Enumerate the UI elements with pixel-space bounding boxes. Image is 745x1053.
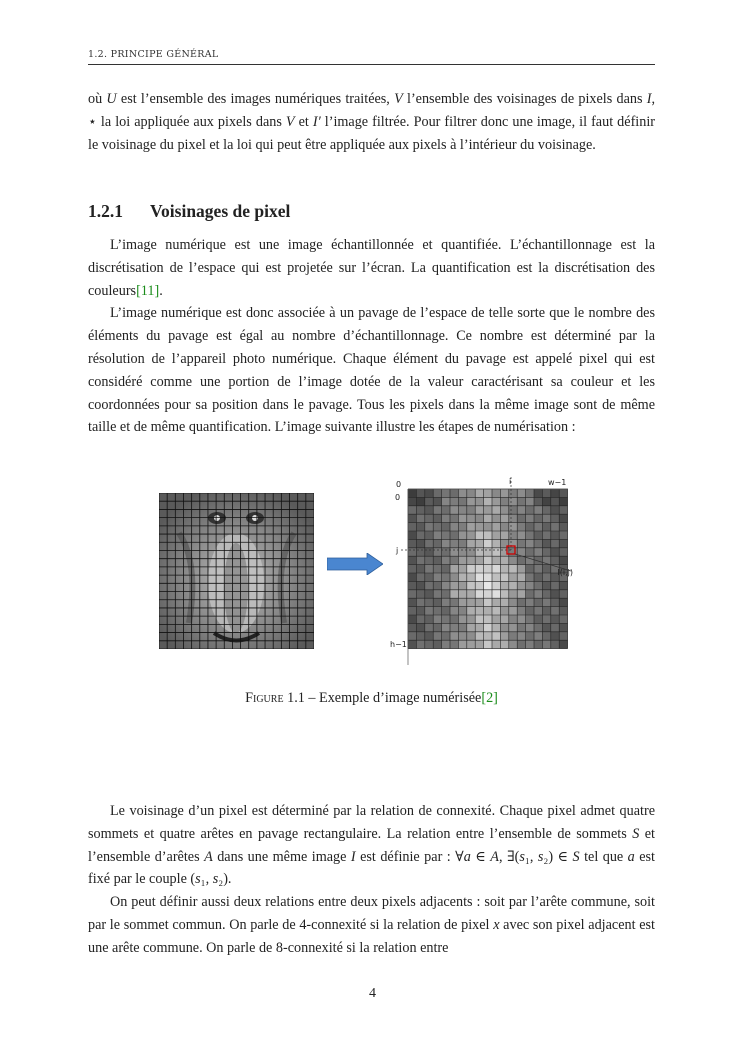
body-paragraphs-1 <box>88 234 655 439</box>
label-h: h−1 <box>390 640 407 649</box>
paragraph-connectivity: Le voisinage d’un pixel est déterminé par la relation de connexité. Chaque pixel admet quatre sommets et quatre arêtes en pavage rectangulaire. La relation entre l’ensemble de sommets S et l’ensemble d’arêtes A dans une même image I est définie par : ∀a ∈ A, ∃(s₁, s₂) ∈ S tel que a est fixé par le couple (s₁, s₂). <box>88 803 655 888</box>
label-w: w−1 <box>548 478 567 487</box>
section-number: 1.2.1 <box>88 201 123 221</box>
paragraph-adjacency: On peut définir aussi deux relations entre deux pixels adjacents : soit par l’arête commune, soit par le sommet commun. On parle de 4-connexité si la relation de pixel x avec son pixel adjacent est une arête commune. On parle de 8-connexité si la relation entre <box>88 894 655 956</box>
baboon-grid-image <box>159 493 314 649</box>
section-title: Voisinages de pixel <box>150 201 291 221</box>
label-i: i <box>509 477 512 486</box>
section-heading <box>88 201 655 222</box>
body-paragraphs-2 <box>88 800 655 960</box>
pixelated-image <box>388 475 578 670</box>
arrow-icon <box>327 553 383 575</box>
caption-citation-link[interactable]: [2] <box>481 690 498 706</box>
label-origin: 0 <box>396 480 402 489</box>
running-header: 1.2. PRINCIPE GÉNÉRAL <box>88 49 219 60</box>
paragraph-sampling: L’image numérique est une image échantillonnée et quantifiée. L’échantillonnage est la discrétisation de l’espace qui est projetée sur l’écran. La quantification est la discrétisation des couleurs[11]. <box>88 237 655 299</box>
label-j: j <box>396 546 399 555</box>
caption-label: Figure 1.1 <box>245 690 305 706</box>
page-number: 4 <box>369 986 376 1001</box>
label-origin-y: 0 <box>395 493 401 502</box>
figure-caption: Figure 1.1 – Exemple d’image numérisée[2] <box>245 690 498 706</box>
paragraph-tiling: L’image numérique est donc associée à un pavage de l’espace de telle sorte que le nombre des éléments du pavage est égal au nombre d’échantillonnage. Ce nombre est déterminé par la résolution de l’appareil photo numérique. Chaque élément du pavage est appelé pixel qui est considéré comme une portion de l’image dotée de la valeur caractérisant sa couleur et les coordonnées pour sa position dans le pavage. Tous les pixels dans la même image sont de même taille et de même quantification. L’image suivante illustre les étapes de numérisation : <box>88 305 655 436</box>
label-pixel: I(i,j) <box>557 568 573 577</box>
intro-paragraph: où U est l’ensemble des images numériques traitées, V l’ensemble des voisinages de pixels dans I, ⋆ la loi appliquée aux pixels dans V et I′ l’image filtrée. Pour filtrer donc une image, il faut définir le voisinage du pixel et la loi qui peut être appliquée aux pixels à l’intérieur du voisinage. <box>88 91 655 153</box>
header-rule <box>88 64 655 65</box>
citation-link[interactable]: [11] <box>136 282 160 299</box>
